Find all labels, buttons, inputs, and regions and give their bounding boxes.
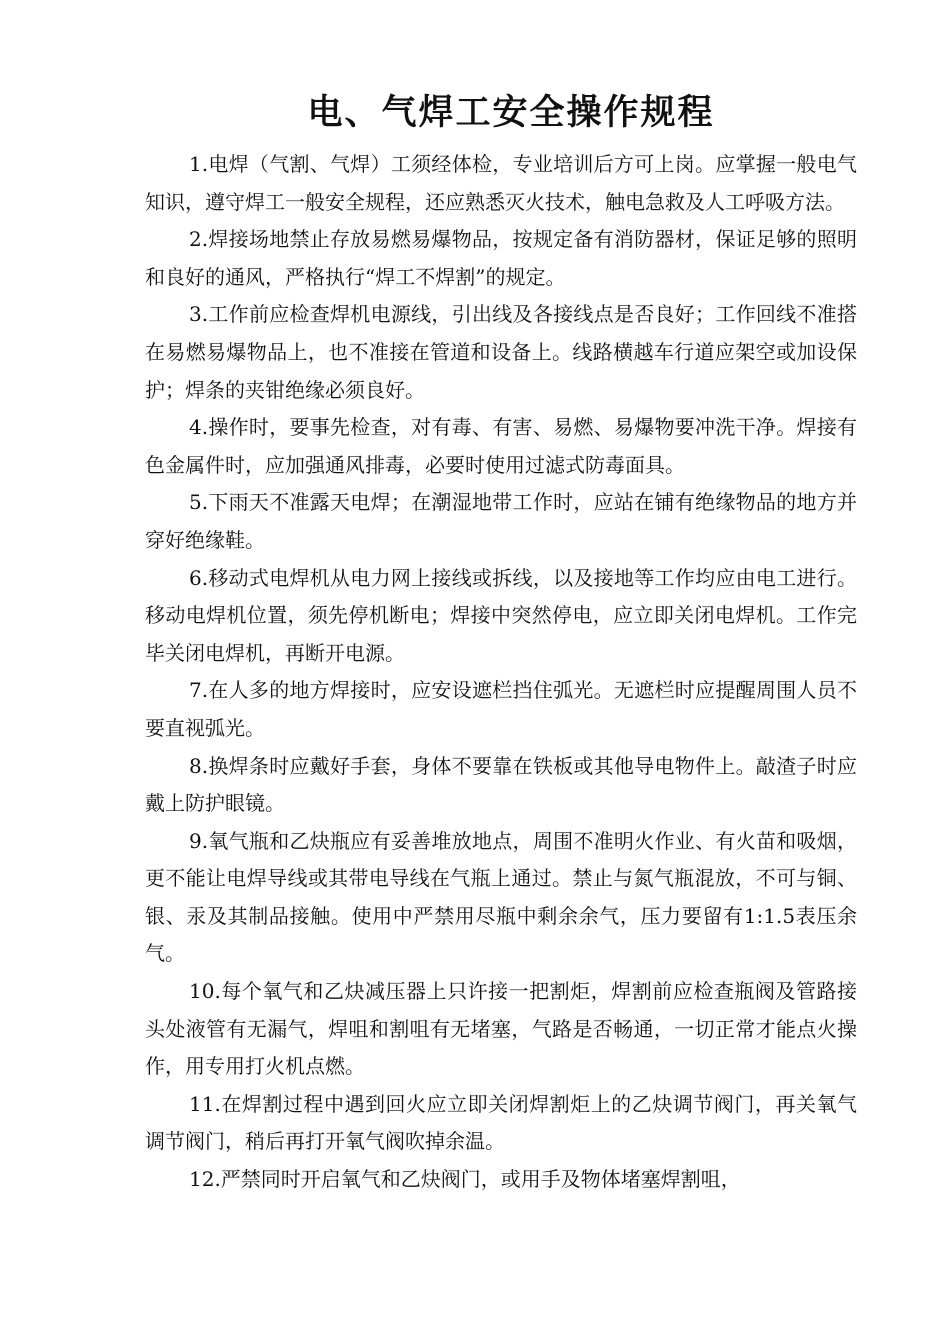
paragraph-5: 5.下雨天不准露天电焊；在潮湿地带工作时，应站在铺有绝缘物品的地方并 穿好绝缘鞋。: [145, 490, 857, 552]
paragraph-12: 12.严禁同时开启氧气和乙炔阀门，或用手及物体堵塞焊割咀，: [189, 1167, 741, 1192]
paragraph-8: 8.换焊条时应戴好手套，身体不要靠在铁板或其他导电物件上。敲渣子时应 戴上防护眼镜。: [145, 753, 857, 816]
paragraph-7: 7.在人多的地方焊接时，应安设遮栏挡住弧光。无遮栏时应提醒周围人员不 要直视弧光。: [145, 678, 857, 740]
paragraph-4: 4.操作时，要事先检查，对有毒、有害、易燃、易爆物要冲洗干净。焊接有 色金属件时，应加强通风排毒，必要时使用过滤式防毒面具。: [145, 415, 857, 477]
paragraph-6: 6.移动式电焊机从电力网上接线或拆线，以及接地等工作均应由电工进行。 移动电焊机位置，须先停机断电；焊接中突然停电，应立即关闭电焊机。工作完 毕关闭电焊机，再断开电源。: [145, 565, 857, 665]
paragraph-11: 11.在焊割过程中遇到回火应立即关闭焊割炬上的乙炔调节阀门，再关氧气 调节阀门，稍后再打开氧气阀吹掉余温。: [145, 1091, 857, 1154]
paragraph-3: 3.工作前应检查焊机电源线，引出线及各接线点是否良好；工作回线不准搭 在易燃易爆物品上，也不准接在管道和设备上。线路横越车行道应架空或加设保 护；焊条的夹钳绝缘必须良好。: [145, 302, 857, 402]
paragraph-10: 10.每个氧气和乙炔减压器上只许接一把割炬，焊割前应检查瓶阀及管路接 头处液管有无漏气，焊咀和割咀有无堵塞，气路是否畅通，一切正常才能点火操 作，用专用打火机点燃。: [145, 979, 857, 1079]
paragraph-1: 1.电焊（气割、气焊）工须经体检，专业培训后方可上岗。应掌握一般电气 知识，遵守焊工一般安全规程，还应熟悉灭火技术，触电急救及人工呼吸方法。: [145, 152, 857, 214]
document-body: [145, 146, 857, 1199]
paragraph-9: 9.氧气瓶和乙炔瓶应有妥善堆放地点，周围不准明火作业、有火苗和吸烟， 更不能让电焊导线或其带电导线在气瓶上通过。禁止与氮气瓶混放，不可与铜、 银、汞及其制品接触。使用中严禁用尽瓶中剩余余气，压力要留有1:1.5表压余气。: [145, 828, 857, 966]
paragraph-2: 2.焊接场地禁止存放易燃易爆物品，按规定备有消防器材，保证足够的照明 和良好的通风，严格执行“焊工不焊割”的规定。: [145, 227, 857, 289]
document-title: 电、气焊工安全操作规程: [307, 93, 715, 133]
